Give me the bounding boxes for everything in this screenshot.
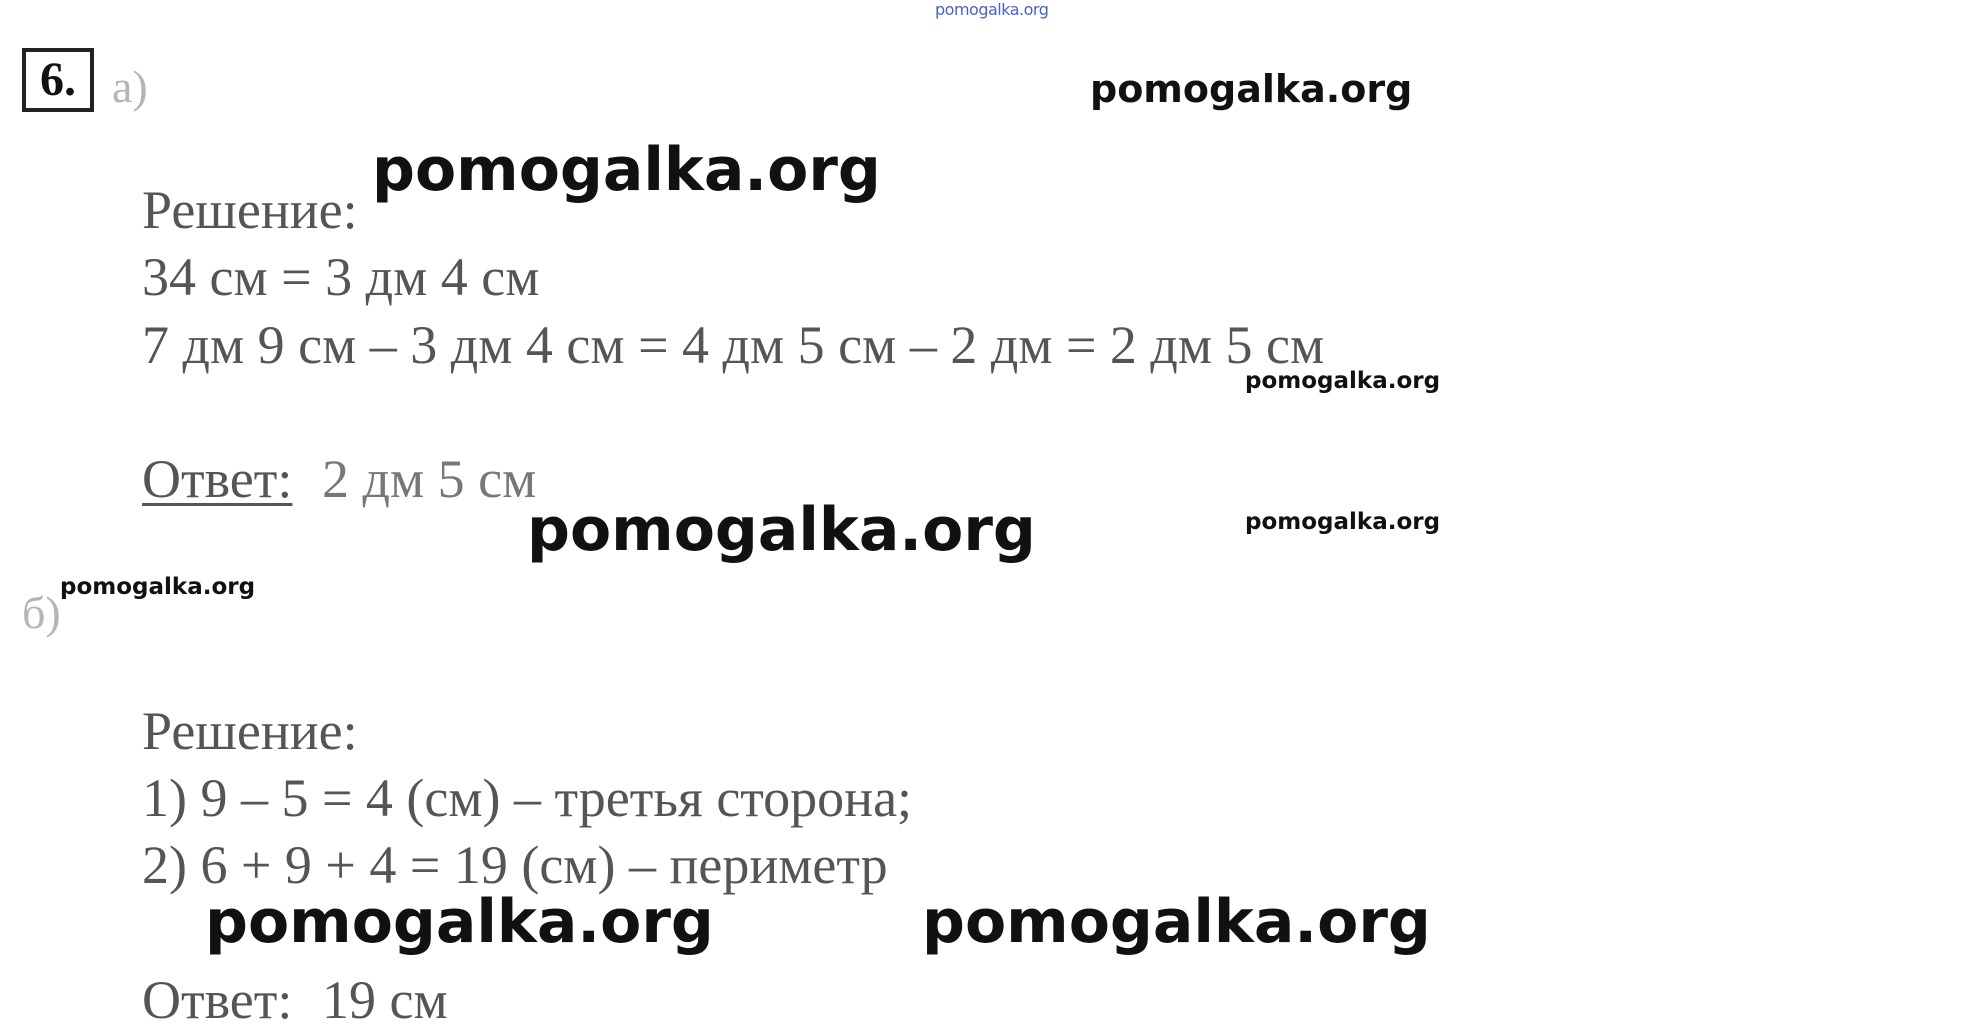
part-a-answer-label: Ответ: xyxy=(142,449,293,509)
part-a-solution-label: Решение: xyxy=(142,180,358,240)
watermark-6: pomogalka.org xyxy=(60,574,256,600)
task-number: 6. xyxy=(22,48,94,112)
part-b-answer-value: 19 см xyxy=(322,970,448,1030)
watermark-4: pomogalka.org xyxy=(527,495,1036,565)
watermark-1: pomogalka.org xyxy=(1090,67,1413,111)
part-a-answer-value: 2 дм 5 см xyxy=(322,449,537,509)
part-a-line-2: 7 дм 9 см – 3 дм 4 см = 4 дм 5 см – 2 дм = 2 дм 5 см xyxy=(142,315,1325,375)
part-b-solution-label: Решение: xyxy=(142,701,358,761)
part-b-label: б) xyxy=(22,587,61,638)
watermark-top: pomogalka.org xyxy=(935,0,1049,19)
watermark-2: pomogalka.org xyxy=(372,135,881,205)
watermark-7: pomogalka.org xyxy=(205,887,714,957)
watermark-3: pomogalka.org xyxy=(1245,368,1441,394)
part-a-label: а) xyxy=(112,61,148,112)
part-b-line-2: 2) 6 + 9 + 4 = 19 (см) – периметр xyxy=(142,835,888,895)
watermark-5: pomogalka.org xyxy=(1245,509,1441,535)
watermark-8: pomogalka.org xyxy=(922,887,1431,957)
part-b-line-1: 1) 9 – 5 = 4 (см) – третья сторона; xyxy=(142,768,913,828)
part-b-answer-label: Ответ: xyxy=(142,970,293,1030)
part-a-line-1: 34 см = 3 дм 4 см xyxy=(142,247,540,307)
